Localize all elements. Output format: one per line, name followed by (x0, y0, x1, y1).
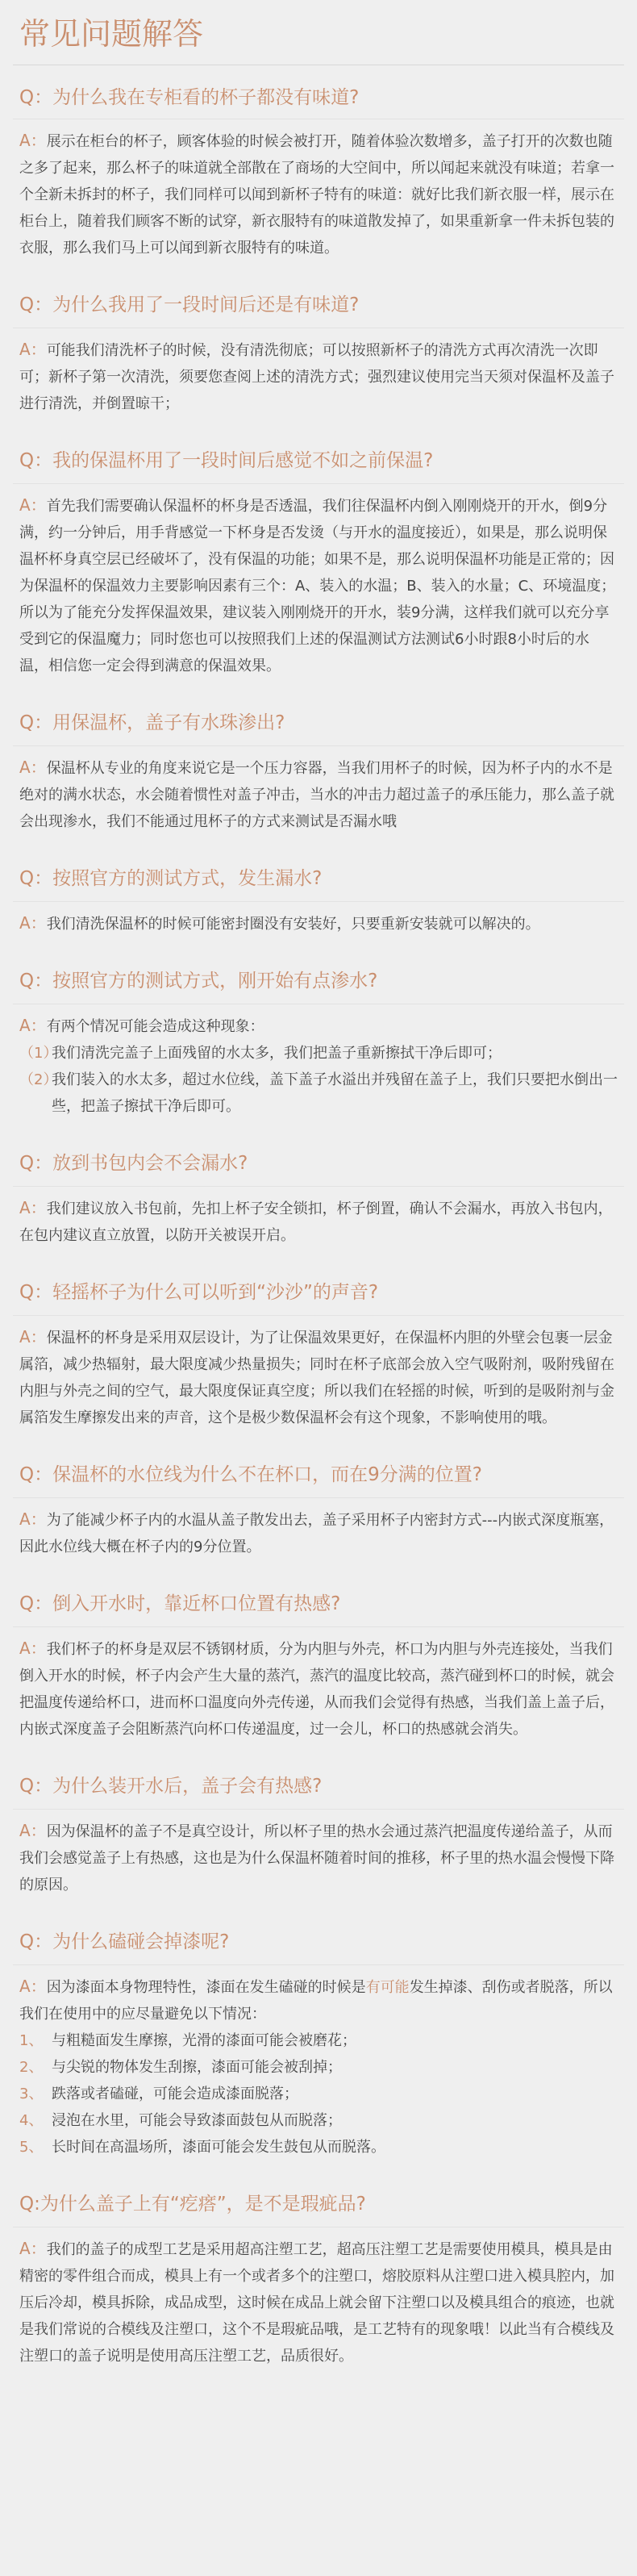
answer-text: 我们建议放入书包前，先扣上杯子安全锁扣，杯子倒置，确认不会漏水，再放入书包内，在包内建议直立放置，以防开关被误开启。 (19, 1200, 613, 1244)
faq-answer (13, 2236, 624, 2390)
answer-prefix: A： (19, 1821, 47, 1840)
answer-text: 展示在柜台的杯子，顾客体验的时候会被打开，随着体验次数增多，盖子打开的次数也随之多了起来，那么杯子的味道就全部散在了商场的大空间中，所以闻起来就没有味道；若拿一个全新未拆封的杯子，我们同样可以闻到新杯子特有的味道：就好比我们新衣服一样，展示在柜台上，随着我们顾客不断的试穿，新衣服特有的味道散发掉了，如果重新拿一件未拆包装的衣服，那么我们马上可以闻到新衣服特有的味道。 (19, 133, 614, 257)
answer-text: 为了能减少杯子内的水温从盖子散发出去，盖子采用杯子内密封方式---内嵌式深度瓶塞，因此水位线大概在杯子内的9分位置。 (19, 1512, 614, 1555)
answer-prefix: A： (19, 131, 47, 150)
faq-item (13, 1452, 624, 1581)
answer-text: 保温杯从专业的角度来说它是一个压力容器，当我们用杯子的时候，因为杯子内的水不是绝对的满水状态，水会随着惯性对盖子冲击，当水的冲击力超过盖子的承压能力，那么盖子就会出现渗水，我们不能通过甩杯子的方式来测试是否漏水哦 (19, 760, 614, 830)
list-text: 跌落或者磕碰，可能会造成漆面脱落； (52, 2085, 298, 2102)
answer-prefix: A： (19, 1639, 47, 1658)
faq-question: Q：保温杯的水位线为什么不在杯口，而在9分满的位置? (13, 1452, 624, 1498)
list-number: （1） (19, 1045, 58, 1062)
answer-text: 保温杯的杯身是采用双层设计，为了让保温效果更好，在保温杯内胆的外壁会包裹一层金属箔，减少热辐射，最大限度减少热量损失；同时在杯子底部会放入空气吸附剂，吸附残留在内胆与外壳之间的空气，最大限度保证真空度；所以我们在轻摇的时候，听到的是吸附剂与金属箔发生摩擦发出来的声音，这个是极少数保温杯会有这个现象，不影响使用的哦。 (19, 1330, 614, 1426)
answer-prefix: A： (19, 1977, 47, 1996)
faq-answer (13, 1973, 624, 2181)
faq-question: Q：按照官方的测试方式，发生漏水? (13, 856, 624, 902)
answer-text: 可能我们清洗杯子的时候，没有清洗彻底；可以按照新杯子的清洗方式再次清洗一次即可；新杯子第一次清洗，须要您查阅上述的清洗方式；强烈建议使用完当天须对保温杯及盖子进行清洗，并倒置晾干； (19, 342, 614, 412)
answer-prefix: A： (19, 1016, 47, 1035)
answer-text: 我们清洗保温杯的时候可能密封圈没有安装好，只要重新安装就可以解决的。 (46, 916, 540, 933)
list-item (19, 2107, 618, 2134)
answer-prefix: A： (19, 1198, 47, 1217)
list-item (19, 1040, 618, 1067)
list-text: 我们装入的水太多，超过水位线，盖下盖子水溢出并残留在盖子上，我们只要把水倒出一些，把盖子擦拭干净后即可。 (52, 1071, 618, 1115)
answer-prefix: A： (19, 2239, 47, 2258)
list-item (19, 2027, 618, 2054)
answer-prefix: A： (19, 495, 47, 515)
faq-item (13, 282, 624, 438)
faq-item (13, 77, 624, 282)
answer-text-before: 因为漆面本身物理特性，漆面在发生磕碰的时候是 (46, 1979, 366, 1996)
faq-question: Q：轻摇杯子为什么可以听到“沙沙”的声音? (13, 1270, 624, 1316)
faq-list (0, 77, 637, 2390)
faq-answer (13, 910, 624, 958)
faq-question: Q：为什么装开水后，盖子会有热感? (13, 1764, 624, 1810)
answer-text: 我们的盖子的成型工艺是采用超高注塑工艺，超高压注塑工艺是需要使用模具，模具是由精密的零件组合而成，模具上有一个或者多个的注塑口，熔胶原料从注塑口进入模具腔内，加压后冷却，模具拆除，成品成型，这时候在成品上就会留下注塑口以及模具组合的痕迹，也就是我们常说的合模线及注塑口，这个不是瑕疵品哦，是工艺特有的现象哦！以此当有合模线及注塑口的盖子说明是使用高压注塑工艺，品质很好。 (19, 2241, 614, 2365)
faq-question: Q：用保温杯，盖子有水珠渗出? (13, 700, 624, 746)
faq-item (13, 1270, 624, 1452)
faq-answer (13, 127, 624, 282)
faq-answer (13, 1818, 624, 1919)
list-text: 长时间在高温场所，漆面可能会发生鼓包从而脱落。 (52, 2139, 385, 2156)
faq-question: Q：为什么我用了一段时间后还是有味道? (13, 282, 624, 328)
list-text: 我们清洗完盖子上面残留的水太多，我们把盖子重新擦拭干净后即可； (52, 1045, 502, 1062)
answer-text: 有两个情况可能会造成这种现象： (46, 1018, 264, 1035)
list-number: 3、 (19, 2085, 44, 2102)
list-text: 与粗糙面发生摩擦，光滑的漆面可能会被磨花； (52, 2032, 356, 2049)
faq-question: Q：倒入开水时，靠近杯口位置有热感? (13, 1581, 624, 1627)
answer-text: 我们杯子的杯身是双层不锈钢材质，分为内胆与外壳，杯口为内胆与外壳连接处，当我们倒入开水的时候，杯子内会产生大量的蒸汽，蒸汽的温度比较高，蒸汽碰到杯口的时候，就会把温度传递给杯口，进而杯口温度向外壳传递，从而我们会觉得有热感，当我们盖上盖子后，内嵌式深度盖子会阻断蒸汽向杯口传递温度，过一会儿，杯口的热感就会消失。 (19, 1641, 614, 1738)
faq-item (13, 438, 624, 700)
answer-prefix: A： (19, 1327, 47, 1346)
faq-question: Q：放到书包内会不会漏水? (13, 1141, 624, 1187)
answer-text-after: 发生掉漆、刮伤或者脱落，所以我们在使用中的应尽量避免以下情况： (19, 1979, 613, 2023)
answer-prefix: A： (19, 913, 47, 933)
list-number: 5、 (19, 2139, 44, 2156)
answer-prefix: A： (19, 1509, 47, 1529)
answer-highlight: 有可能 (365, 1979, 410, 1996)
answer-text: 首先我们需要确认保温杯的杯身是否透温，我们往保温杯内倒入刚刚烧开的开水，倒9分满，约一分钟后，用手背感觉一下杯身是否发烫（与开水的温度接近），如果是，那么说明保温杯杯身真空层已经破坏了，没有保温的功能；如果不是，那么说明保温杯功能是正常的；因为保温杯的保温效力主要影响因素有三个：A、装入的水温；B、装入的水量；C、环境温度；所以为了能充分发挥保温效果，建议装入刚刚烧开的开水，装9分满，这样我们就可以充分享受到它的保温魔力；同时您也可以按照我们上述的保温测试方法测试6小时跟8小时后的水温，相信您一定会得到满意的保温效果。 (19, 498, 616, 674)
faq-answer (13, 1195, 624, 1270)
faq-item (13, 2181, 624, 2390)
list-item (19, 1067, 618, 1120)
faq-answer (13, 1506, 624, 1581)
list-number: （2） (19, 1071, 58, 1088)
faq-question: Q：我的保温杯用了一段时间后感觉不如之前保温? (13, 438, 624, 484)
list-text: 浸泡在水里，可能会导致漆面鼓包从而脱落； (52, 2112, 342, 2129)
answer-prefix: A： (19, 758, 47, 777)
faq-question: Q:为什么盖子上有“疙瘩”，是不是瑕疵品? (13, 2181, 624, 2227)
list-number: 2、 (19, 2059, 44, 2076)
faq-item (13, 1919, 624, 2181)
list-item (19, 2081, 618, 2107)
page-title: 常见问题解答 (19, 16, 204, 52)
faq-answer (13, 1012, 624, 1141)
faq-answer (13, 1635, 624, 1764)
answer-prefix: A： (19, 340, 47, 359)
faq-item (13, 1764, 624, 1919)
faq-answer (13, 754, 624, 856)
faq-question: Q：为什么我在专柜看的杯子都没有味道? (13, 77, 624, 119)
list-item (19, 2054, 618, 2081)
faq-question: Q：按照官方的测试方式，刚开始有点渗水? (13, 958, 624, 1004)
faq-question: Q：为什么磕碰会掉漆呢? (13, 1919, 624, 1965)
faq-answer (13, 492, 624, 700)
list-text: 与尖锐的物体发生刮擦，漆面可能会被刮掉； (52, 2059, 342, 2076)
list-item (19, 2134, 618, 2161)
faq-answer (13, 1324, 624, 1452)
faq-item (13, 700, 624, 856)
faq-item (13, 856, 624, 958)
faq-item (13, 958, 624, 1141)
faq-answer (13, 336, 624, 438)
faq-item (13, 1581, 624, 1764)
faq-item (13, 1141, 624, 1270)
list-number: 1、 (19, 2032, 44, 2049)
answer-text: 因为保温杯的盖子不是真空设计，所以杯子里的热水会通过蒸汽把温度传递给盖子，从而我们会感觉盖子上有热感，这也是为什么保温杯随着时间的推移，杯子里的热水温会慢慢下降的原因。 (19, 1823, 614, 1893)
list-number: 4、 (19, 2112, 44, 2129)
